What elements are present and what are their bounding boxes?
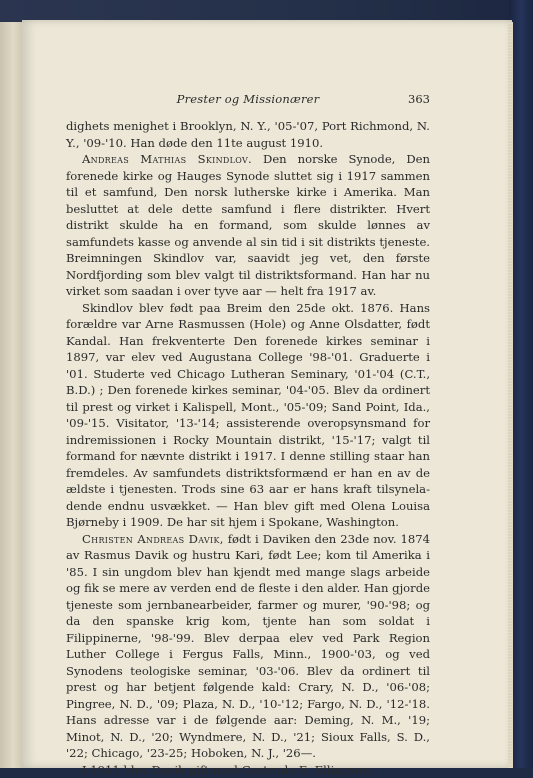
paragraph-2: [66, 151, 430, 300]
paragraph-5: [66, 762, 430, 778]
paragraph-1-text: dighets menighet i Brooklyn, N. Y., '05-'07, Port Richmond, N. Y., '09-'10. Han døde den 11te august 1910.: [66, 119, 430, 150]
paragraph-4: [66, 531, 430, 762]
body-text: [66, 118, 430, 778]
entry-name-davik: Christen Andreas Davik,: [82, 532, 224, 546]
facing-page-edge: [0, 22, 22, 768]
paragraph-2-text: Den norske Synode, Den forenede kirke og Hauges Synode sluttet sig i 1917 sammen til et samfund, Den norsk lutherske kirke i Amerika. Man besluttet at dele dette samfund i flere distrikter. Hvert distrikt skulde ha en formand, som skulde lønnes av samfundets kasse og anvende al sin tid i sit distrikts tjeneste. Breimningen Skindlov var, saavidt jeg vet, den første Nordfjording som blev valgt til distriktsformand. Han har nu virket som saadan i over tyve aar — helt fra 1917 av.: [66, 152, 430, 298]
entry-name-skindlov: Andreas Mathias Skindlov.: [82, 152, 252, 166]
paragraph-4-text: født i Daviken den 23de nov. 1874 av Rasmus Davik og hustru Kari, født Lee; kom til Amerika i '85. I sin ungdom blev han kjendt med mange slags arbeide og fik se mere av verden end de fleste i den alder. Han gjorde tjeneste som jernbanearbeider, farmer og murer, '90-'98; og da den spanske krig kom, tjente han som soldat i Filippinerne, '98-'99. Blev derpaa elev ved Park Region Luther College i Fergus Falls, Minn., 1900-'03, og ved Synodens teologiske seminar, '03-'06. Blev da ordinert til prest og har betjent følgende kald: Crary, N. D., '06-'08; Pingree, N. D., '09; Plaza, N. D., '10-'12; Fargo, N. D., '12-'18. Hans adresse var i de følgende aar: Deming, N. M., '19; Minot, N. D., '20; Wyndmere, N. D., '21; Sioux Falls, S. D., '22; Chicago, '23-25; Hoboken, N. J., '26—.: [66, 532, 430, 761]
page-number: 363: [408, 92, 430, 106]
page-stack-edge: [508, 22, 513, 768]
paragraph-1: [66, 118, 430, 151]
paragraph-5-text: I 1911 blev Davik gift med Gertrude E. Ellingson.: [82, 763, 373, 777]
paragraph-3: [66, 300, 430, 531]
running-title: Prester og Missionærer: [66, 92, 430, 106]
page-header: [66, 92, 430, 110]
paragraph-3-text: Skindlov blev født paa Breim den 25de okt. 1876. Hans forældre var Arne Rasmussen (Hole) og Anne Olsdatter, født Kandal. Han frekventerte Den forenede kirkes seminar i 1897, var elev ved Augustana College '98-'01. Graduerte i '01. Studerte ved Chicago Lutheran Seminary, '01-'04 (C.T., B.D.) ; Den forenede kirkes seminar, '04-'05. Blev da ordinert til prest og virket i Kalispell, Mont., '05-'09; Sand Point, Ida., '09-'15. Visitator, '13-'14; assisterende overopsynsmand for indremissionen i Rocky Mountain distrikt, '15-'17; valgt til formand for nævnte distrikt i 1917. I denne stilling staar han fremdeles. Av samfundets distriktsformænd er han en av de ældste i tjenesten. Trods sine 63 aar er hans kraft tilsynela-dende endnu usvækket. — Han blev gift med Olena Louisa Bjørneby i 1909. De har sit hjem i Spokane, Washington.: [66, 301, 430, 530]
